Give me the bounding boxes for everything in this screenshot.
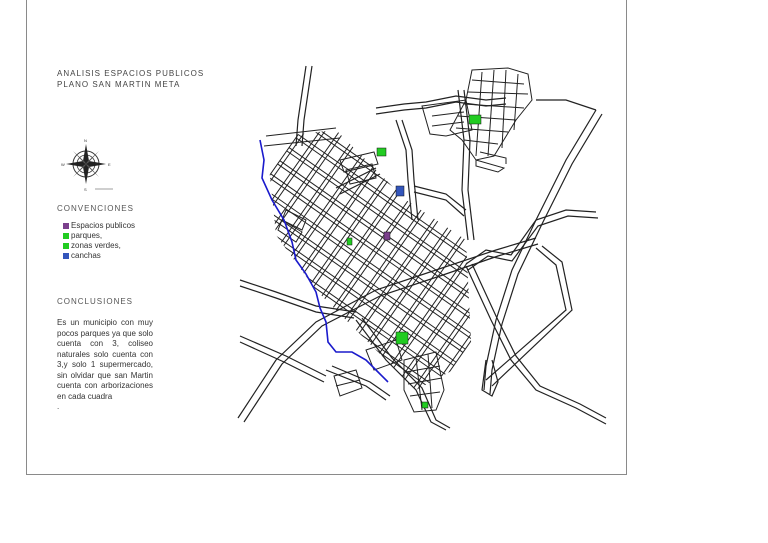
- compass-e: E: [108, 162, 111, 167]
- legend-label: parques,: [71, 231, 103, 240]
- conclusions-body: Es un municipio con muy pocos parques ya que solo cuenta con 3, coliseo naturales solo cuenta con 3,y solo 1 supermercado, sin olvidar que san Martin cuenta con arborizaciones en cada cuadra: [57, 318, 153, 401]
- legend-swatch: [63, 223, 69, 229]
- green-zone-south: [422, 402, 428, 408]
- title-line-1: ANALISIS ESPACIOS PUBLICOS: [57, 69, 205, 78]
- legend-item: [63, 241, 135, 251]
- street-map[interactable]: [236, 60, 608, 432]
- scale-bar: [95, 188, 113, 190]
- conclusions-trailing: .: [57, 402, 60, 411]
- legend-label: Espacios publicos: [71, 221, 136, 230]
- legend-label: zonas verdes,: [71, 241, 121, 250]
- legend-swatch: [63, 253, 69, 259]
- legend-label: canchas: [71, 251, 101, 260]
- legend-item: [63, 251, 135, 261]
- compass-s: S: [84, 187, 87, 192]
- street-line: [236, 80, 360, 293]
- legend-item: [63, 231, 135, 241]
- map-title: [57, 68, 204, 90]
- compass-rose-icon: [60, 136, 114, 194]
- river: [260, 140, 388, 382]
- street-line: [236, 243, 435, 392]
- compass-w: W: [61, 162, 65, 167]
- green-zone-central: [396, 332, 408, 344]
- conclusions-heading: CONCLUSIONES: [57, 297, 134, 306]
- street-line: [344, 69, 557, 218]
- title-line-2: PLANO SAN MARTIN META: [57, 80, 181, 89]
- legend-list: [63, 221, 135, 261]
- legend-item: [63, 221, 135, 231]
- conclusions-text: [57, 318, 153, 413]
- green-zone-west: [347, 238, 352, 245]
- legend-swatch: [63, 243, 69, 249]
- legend-heading: CONVENCIONES: [57, 204, 134, 213]
- green-zone-north: [377, 148, 386, 156]
- compass-n: N: [84, 138, 87, 143]
- street-line: [236, 226, 447, 375]
- sports-court: [396, 186, 404, 196]
- public-space-purple: [384, 232, 390, 240]
- green-zone-northeast: [469, 115, 481, 124]
- street-line: [236, 282, 408, 431]
- legend-swatch: [63, 233, 69, 239]
- street-line: [342, 72, 555, 221]
